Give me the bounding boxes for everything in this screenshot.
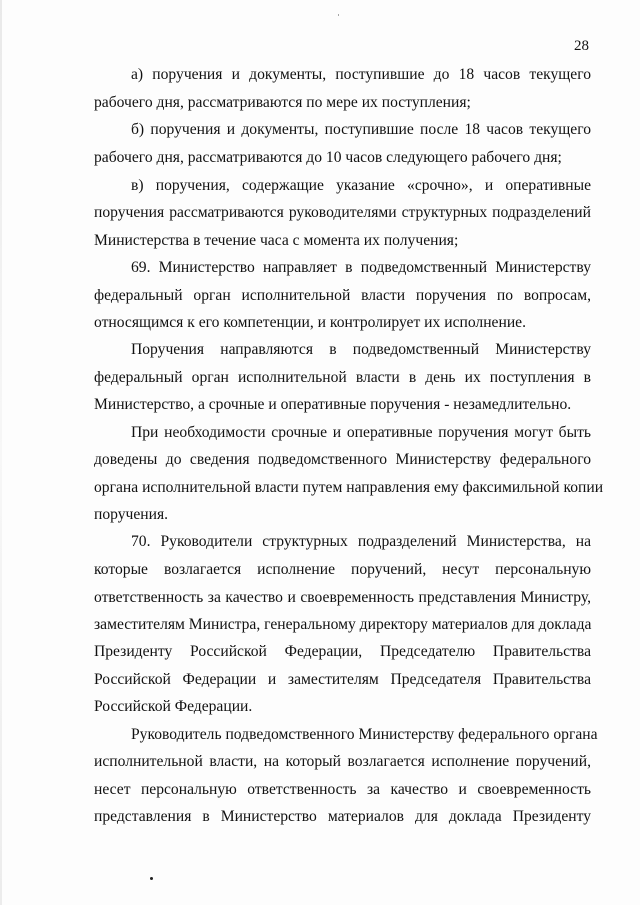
text-line: 69. Министерство направляет в подведомственный Министерству (131, 259, 591, 276)
text-line: которые возлагается исполнение поручений, несут персональную (94, 561, 591, 578)
text-line: поручения рассматриваются руководителями структурных подразделений (94, 204, 591, 221)
text-line: федеральный орган исполнительной власти в день их поступления в (94, 369, 591, 386)
text-line: относящимся к его компетенции, и контролирует их исполнение. (94, 314, 526, 331)
text-line: исполнительной власти, на который возлагается исполнение поручений, (94, 753, 591, 770)
text-line: Российской Федерации. (94, 698, 253, 715)
text-line: б) поручения и документы, поступившие после 18 часов текущего (131, 121, 591, 138)
text-line: поручения. (94, 506, 169, 523)
text-line: Президенту Российской Федерации, Председателю Правительства (94, 643, 591, 660)
text-line: заместителям Министра, генеральному директору материалов для доклада (94, 616, 592, 633)
text-line: Министерство, а срочные и оперативные поручения - незамедлительно. (94, 396, 572, 413)
text-line: Поручения направляются в подведомственный Министерству (131, 341, 591, 358)
text-line: рабочего дня, рассматриваются по мере их поступления; (94, 94, 471, 111)
text-line: представления в Министерство материалов для доклада Президенту (94, 808, 591, 825)
text-line: в) поручения, содержащие указание «срочно», и оперативные (131, 177, 591, 194)
scan-speck (150, 877, 153, 880)
text-line: федеральный орган исполнительной власти поручения по вопросам, (94, 287, 591, 304)
scan-speck (338, 14, 339, 16)
text-line: 70. Руководители структурных подразделений Министерства, на (131, 533, 591, 550)
text-line: несет персональную ответственность за качество и своевременность (94, 781, 591, 798)
scan-edge (0, 0, 2, 905)
text-line: Российской Федерации и заместителям Председателя Правительства (94, 671, 591, 688)
text-line: Руководитель подведомственного Министерству федерального органа (131, 726, 598, 743)
text-line: доведены до сведения подведомственного Министерству федерального (94, 451, 591, 468)
text-line: При необходимости срочные и оперативные поручения могут быть (131, 424, 591, 441)
text-line: ответственность за качество и своевременность представления Министру, (94, 589, 591, 606)
text-line: органа исполнительной власти путем направления ему факсимильной копии (94, 479, 604, 496)
text-line: рабочего дня, рассматриваются до 10 часов следующего рабочего дня; (94, 149, 562, 166)
page-number: 28 (574, 38, 589, 54)
text-line: а) поручения и документы, поступившие до 18 часов текущего (131, 66, 591, 83)
text-line: Министерства в течение часа с момента их получения; (94, 232, 459, 249)
